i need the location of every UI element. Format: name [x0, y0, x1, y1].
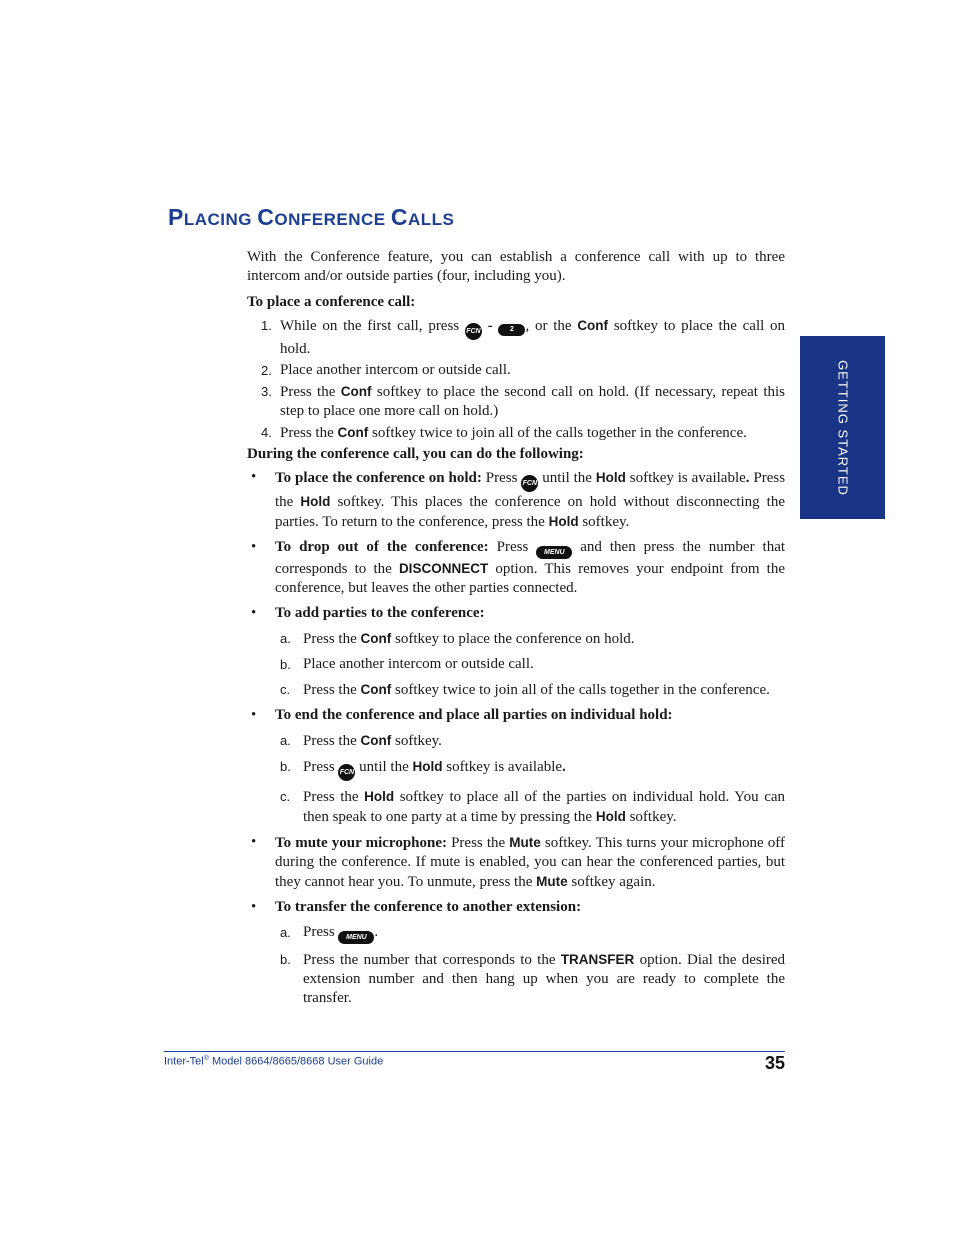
section-title: PLACING CONFERENCE CALLS — [168, 204, 455, 230]
list-item: 2. Place another intercom or outside call. — [261, 362, 511, 378]
list-item: c. Press the Conf softkey twice to join all of the calls together in the conference. — [280, 682, 770, 698]
list-item: b. Press the number that corresponds to the TRANSFER option. Dial the desired extension number and then hang up when you are ready to complete the transfer. — [280, 952, 786, 1006]
page-number: 35 — [764, 1053, 785, 1073]
menu-key-icon: MENU — [338, 931, 374, 944]
list-item: a. Press MENU . — [247, 923, 785, 944]
chapter-tab — [800, 336, 885, 519]
bullet-drop: • To drop out of the conference: Press MENU and then press the number that corresponds to the DISCONNECT option. This removes your endpoint from the conference, but leaves the other parties connected. — [251, 539, 786, 596]
footer-guide-title: Inter-Tel® Model 8664/8665/8668 User Guide — [164, 1055, 384, 1068]
list-item: 4. Press the Conf softkey twice to join all of the calls together in the conference. — [261, 425, 747, 441]
bullet-add: • To add parties to the conference: — [251, 605, 485, 621]
place-heading: To place a conference call: — [247, 294, 416, 310]
footer-divider — [164, 1051, 785, 1052]
fcn-key-icon: FCN — [521, 475, 538, 492]
list-item: 1. While on the first call, press FCN - 2 , or the Conf softkey to place the call on hold. — [261, 318, 786, 357]
fcn-key-icon: FCN — [338, 764, 355, 781]
list-item: 3. Press the Conf softkey to place the second call on hold. (If necessary, repeat this step to place one more call on hold.) — [261, 384, 786, 419]
place-steps — [247, 316, 785, 443]
fcn-key-icon: FCN — [465, 323, 482, 340]
bullet-transfer: • To transfer the conference to another extension: — [251, 899, 582, 915]
bullet-mute: • To mute your microphone: Press the Mute softkey. This turns your microphone off during the conference. If mute is enabled, you can hear the conferenced parties, but they cannot hear you. To unmute, press the Mute softkey again. — [251, 834, 786, 890]
menu-key-icon: MENU — [536, 546, 572, 559]
list-item: a. Press the Conf softkey. — [280, 733, 442, 749]
intro-paragraph: With the Conference feature, you can establish a conference call with up to three intercom and/or outside parties (four, including you). — [247, 249, 785, 284]
bullet-end: • To end the conference and place all parties on individual hold: — [251, 707, 673, 723]
digit-2-key-icon: 2 — [498, 324, 525, 336]
bullet-hold: • To place the conference on hold: Press FCN until the Hold softkey is available. Press the Hold softkey. This places the conference on hold without disconnecting the parties. To return to the conference, press the Hold softkey. — [251, 469, 786, 530]
list-item: c. Press the Hold softkey to place all of the parties on individual hold. You can then speak to one party at a time by pressing the Hold softkey. — [280, 789, 786, 825]
chapter-tab-label: GETTING STARTED — [835, 359, 850, 496]
during-heading: During the conference call, you can do the following: — [247, 446, 584, 462]
list-item: b. Place another intercom or outside call. — [280, 656, 534, 672]
list-item: b. Press FCN until the Hold softkey is available. — [247, 757, 785, 781]
list-item: a. Press the Conf softkey to place the conference on hold. — [280, 631, 635, 647]
page-content — [247, 248, 785, 1014]
